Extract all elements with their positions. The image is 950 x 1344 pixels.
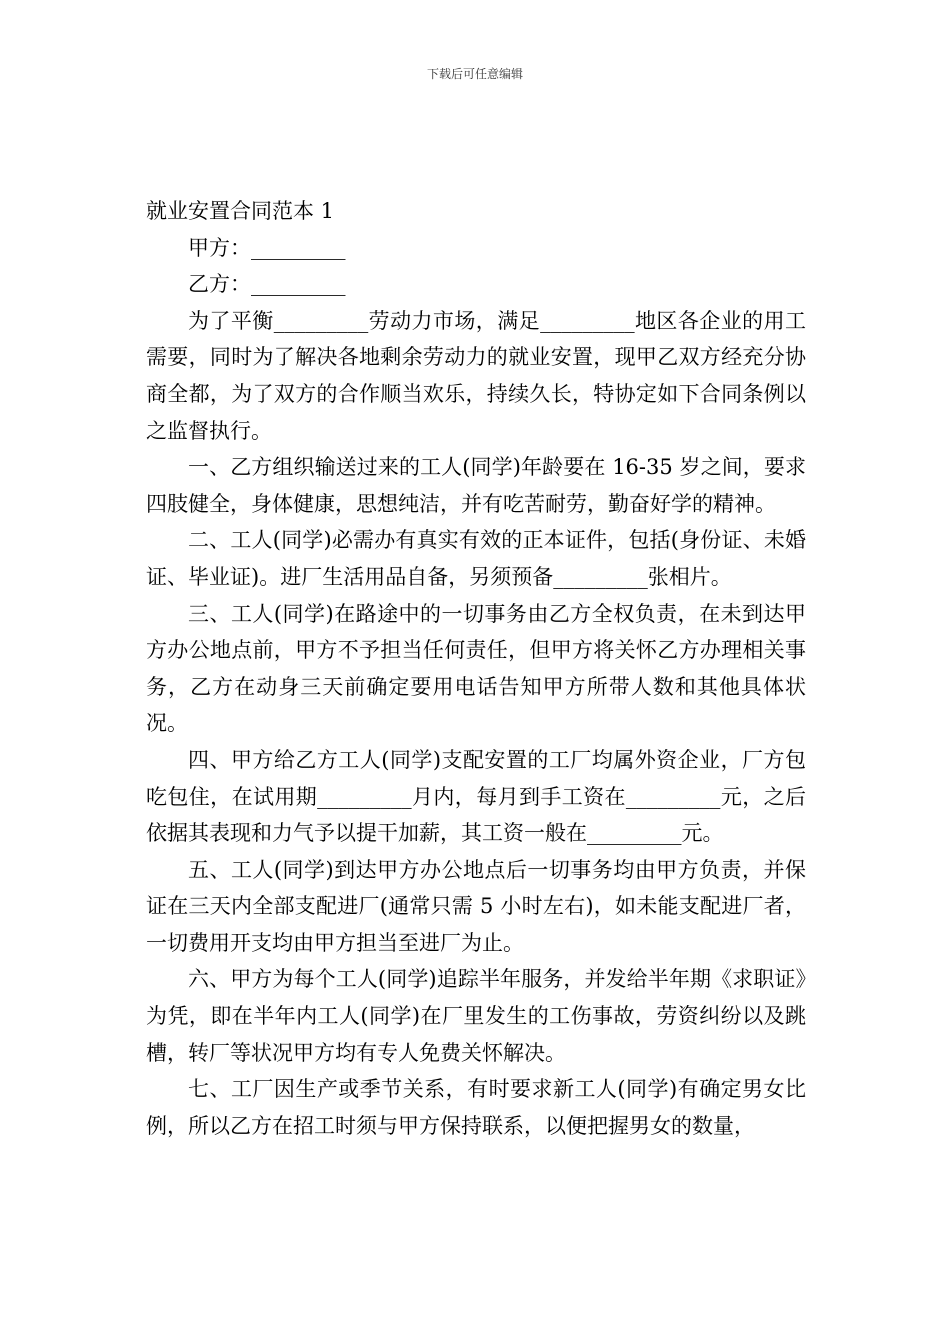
party-b-line: 乙方：_________ [188, 272, 346, 297]
paragraph-clause-1: 一、乙方组织输送过来的工人(同学)年龄要在 16-35 岁之间，要求四肢健全，身体健康，思想纯洁，并有吃苦耐劳，勤奋好学的精神。 [146, 455, 806, 516]
paragraph-clause-6: 六、甲方为每个工人(同学)追踪半年服务，并发给半年期《求职证》为凭，即在半年内工人(同学)在厂里发生的工伤事故，劳资纠纷以及跳槽，转厂等状况甲方均有专人免费关怀解决。 [146, 967, 806, 1065]
page-header-note: 下载后可任意编辑 [426, 67, 523, 81]
party-a-line: 甲方：_________ [188, 235, 346, 260]
paragraph-intro: 为了平衡_________劳动力市场，满足_________地区各企业的用工需要，同时为了解决各地剩余劳动力的就业安置，现甲乙双方经充分协商全都，为了双方的合作顺当欢乐，持续久长，特协定如下合同条例以之监督执行。 [146, 308, 806, 443]
paragraph-clause-2: 二、工人(同学)必需办有真实有效的正本证件，包括(身份证、未婚证、毕业证)。进厂生活用品自备，另须预备_________张相片。 [146, 528, 806, 589]
paragraph-clause-3: 三、工人(同学)在路途中的一切事务由乙方全权负责，在未到达甲方办公地点前，甲方不予担当任何责任，但甲方将关怀乙方办理相关事务，乙方在动身三天前确定要用电话告知甲方所带人数和其他具体状况。 [146, 601, 806, 736]
paragraph-clause-5: 五、工人(同学)到达甲方办公地点后一切事务均由甲方负责，并保证在三天内全部支配进厂(通常只需 5 小时左右)，如未能支配进厂者，一切费用开支均由甲方担当至进厂为止。 [146, 857, 806, 955]
document-body [146, 193, 806, 1144]
paragraph-clause-7: 七、工厂因生产或季节关系，有时要求新工人(同学)有确定男女比例，所以乙方在招工时须与甲方保持联系，以便把握男女的数量， [146, 1077, 806, 1138]
document-title: 就业安置合同范本 1 [146, 199, 335, 223]
paragraph-clause-4: 四、甲方给乙方工人(同学)支配安置的工厂均属外资企业，厂方包吃包住，在试用期_________月内，每月到手工资在_________元，之后依据其表现和力气予以提干加薪，其工资一般在_________元。 [146, 747, 806, 846]
